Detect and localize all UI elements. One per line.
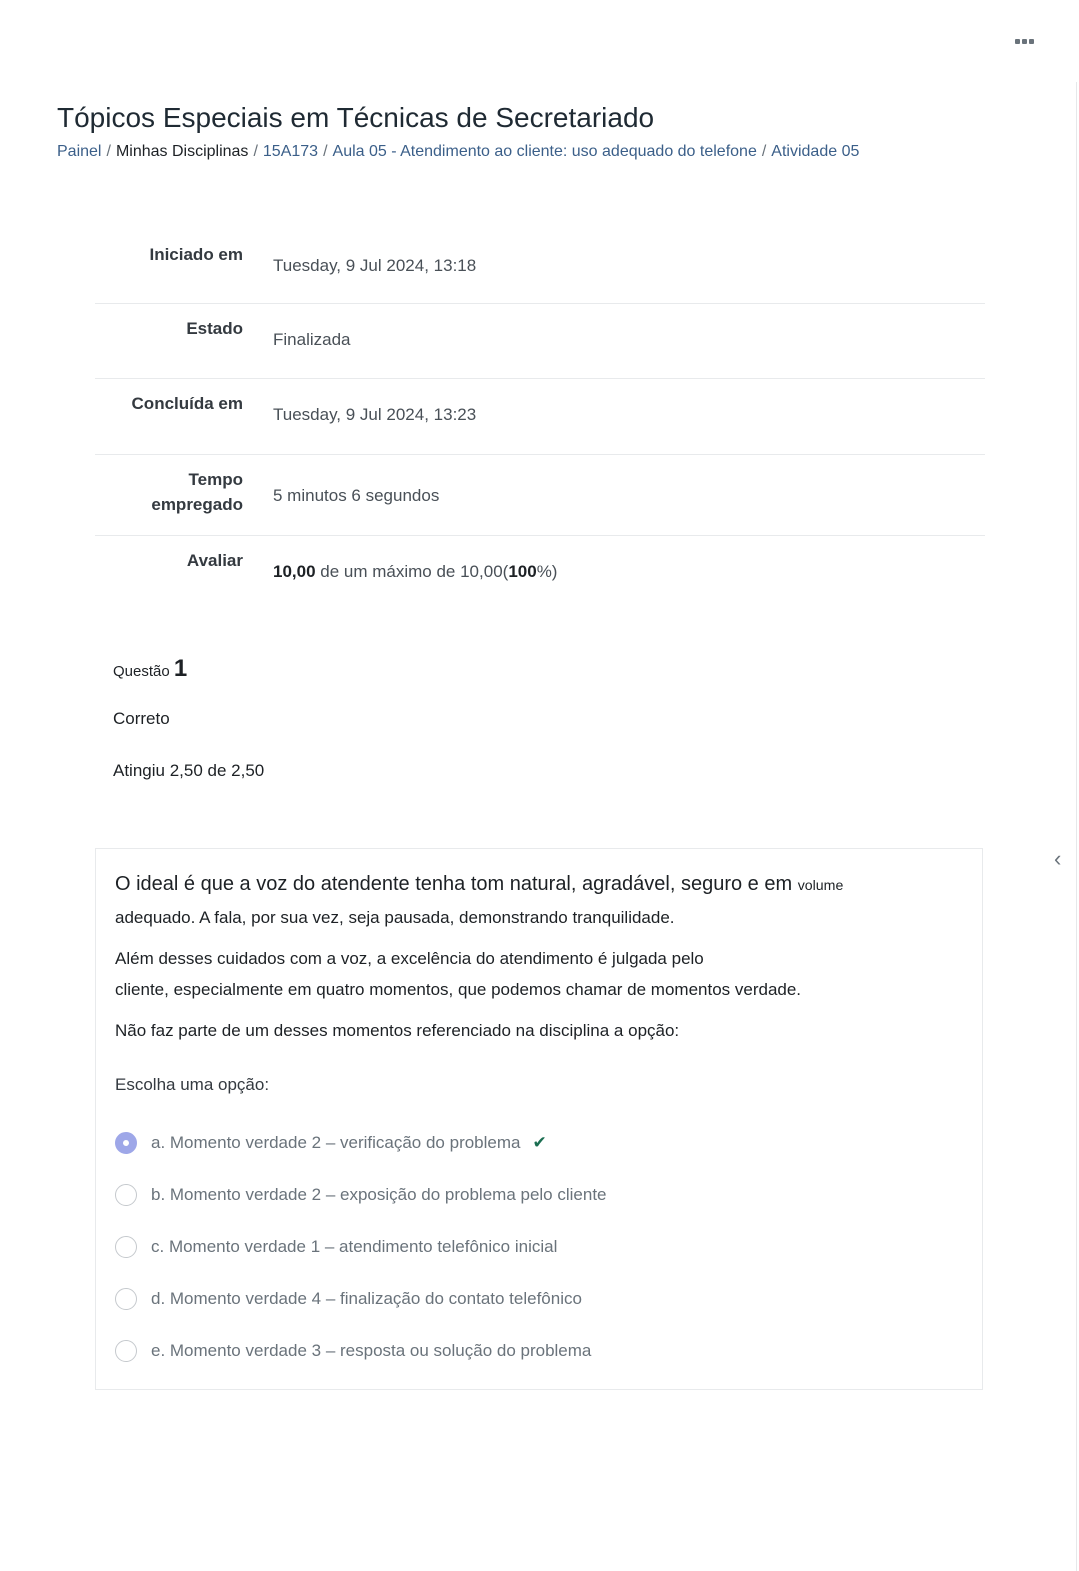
breadcrumb-activity[interactable]: Atividade 05 bbox=[771, 143, 860, 160]
summary-row-time bbox=[95, 455, 985, 536]
question-number bbox=[113, 655, 187, 683]
breadcrumb-minhas-disciplinas: Minhas Disciplinas bbox=[115, 143, 249, 160]
grade-percent: 100 bbox=[508, 562, 537, 581]
breadcrumb-separator: / bbox=[761, 143, 767, 160]
option-label: c. Momento verdade 1 – atendimento telefônico inicial bbox=[151, 1237, 558, 1256]
summary-row-grade bbox=[95, 536, 985, 606]
summary-value-grade bbox=[255, 536, 985, 606]
summary-label: Avaliar bbox=[186, 551, 243, 570]
question-text-p3: Não faz parte de um desses momentos referenciado na disciplina a opção: bbox=[115, 1021, 680, 1040]
question-content-box bbox=[95, 848, 983, 1390]
option-a[interactable] bbox=[115, 1117, 607, 1169]
page-title: Tópicos Especiais em Técnicas de Secretariado bbox=[57, 102, 655, 133]
summary-label: Tempo empregado bbox=[151, 470, 243, 514]
answer-prompt: Escolha uma opção: bbox=[115, 1075, 270, 1094]
radio-button[interactable] bbox=[115, 1340, 137, 1362]
breadcrumb-course[interactable]: 15A173 bbox=[262, 143, 319, 160]
summary-label: Concluída em bbox=[131, 394, 243, 413]
check-icon: ✔ bbox=[532, 1133, 547, 1152]
drawer-divider bbox=[1076, 82, 1077, 1571]
option-label: b. Momento verdade 2 – exposição do problema pelo cliente bbox=[151, 1185, 607, 1204]
radio-button[interactable] bbox=[115, 1236, 137, 1258]
summary-value: 5 minutos 6 segundos bbox=[273, 486, 440, 505]
question-text-p2-line2: cliente, especialmente em quatro momentos, que podemos chamar de momentos verdade. bbox=[115, 980, 802, 999]
answer-options bbox=[115, 1117, 607, 1377]
summary-label: Iniciado em bbox=[149, 245, 243, 264]
question-grade: Atingiu 2,50 de 2,50 bbox=[113, 761, 265, 780]
summary-value: Tuesday, 9 Jul 2024, 13:23 bbox=[273, 405, 477, 424]
option-b[interactable] bbox=[115, 1169, 607, 1221]
question-state: Correto bbox=[113, 709, 170, 728]
breadcrumb-separator: / bbox=[323, 143, 328, 160]
option-label: e. Momento verdade 3 – resposta ou solução do problema bbox=[151, 1341, 592, 1360]
attempt-summary-table bbox=[95, 230, 985, 606]
option-e[interactable] bbox=[115, 1325, 607, 1377]
breadcrumb-lesson[interactable]: Aula 05 - Atendimento ao cliente: uso adequado do telefone bbox=[332, 143, 757, 160]
grade-score: 10,00 bbox=[273, 562, 316, 581]
question-text-lead: O ideal é que a voz do atendente tenha tom natural, agradável, seguro e em bbox=[115, 873, 798, 895]
summary-row-started bbox=[95, 230, 985, 304]
option-label: d. Momento verdade 4 – finalização do contato telefônico bbox=[151, 1289, 582, 1308]
summary-row-state bbox=[95, 304, 985, 379]
summary-label: Estado bbox=[186, 319, 243, 338]
more-options-icon[interactable] bbox=[1013, 30, 1035, 52]
grade-end: %) bbox=[536, 562, 558, 581]
chevron-left-icon[interactable]: ‹ bbox=[1054, 846, 1062, 871]
summary-row-completed bbox=[95, 379, 985, 455]
option-c[interactable] bbox=[115, 1221, 607, 1273]
radio-button-selected[interactable] bbox=[115, 1132, 137, 1154]
grade-mid: de um máximo de 10,00( bbox=[315, 562, 509, 581]
radio-button[interactable] bbox=[115, 1184, 137, 1206]
question-text-p2-line1: Além desses cuidados com a voz, a excelência do atendimento é julgada pelo bbox=[115, 949, 704, 968]
radio-button[interactable] bbox=[115, 1288, 137, 1310]
breadcrumb-painel[interactable]: Painel bbox=[57, 143, 102, 160]
question-text-lead-small: volume bbox=[797, 878, 844, 894]
option-d[interactable] bbox=[115, 1273, 607, 1325]
question-prefix: Questão bbox=[113, 663, 170, 680]
breadcrumb-separator: / bbox=[253, 143, 258, 160]
breadcrumb bbox=[57, 143, 859, 161]
question-text-lead-rest: adequado. A fala, por sua vez, seja pausada, demonstrando tranquilidade. bbox=[115, 908, 675, 927]
summary-value: Finalizada bbox=[273, 330, 351, 349]
option-label: a. Momento verdade 2 – verificação do problema bbox=[151, 1133, 521, 1152]
question-text bbox=[115, 869, 965, 1056]
question-number-value: 1 bbox=[173, 655, 188, 682]
summary-value: Tuesday, 9 Jul 2024, 13:18 bbox=[273, 256, 477, 275]
breadcrumb-separator: / bbox=[106, 143, 111, 160]
